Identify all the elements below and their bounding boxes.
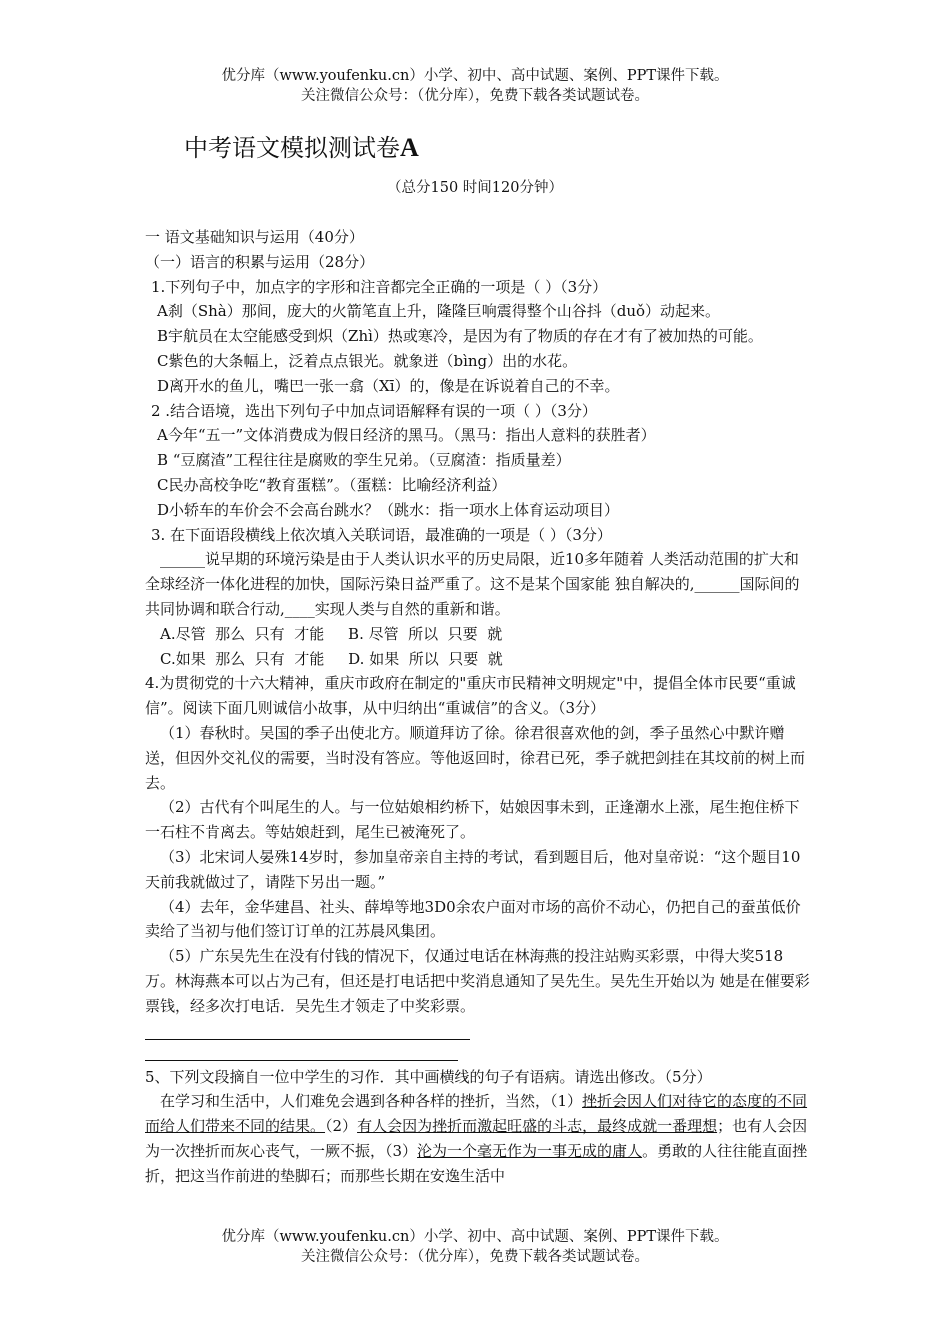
passage-text-4: 。勇敢的人往往能直面挫折，把这当作前进的垫脚石；而那些长期在安逸生活中 <box>145 1141 808 1185</box>
answer-line-1 <box>145 1019 470 1040</box>
question-1-stem: 1.下列句子中，加点字的字形和注音都完全正确的一项是（ ）（3分） <box>151 277 608 296</box>
question-1-option-a: A刹（Shà）那间，庞大的火箭笔直上升，隆隆巨响震得整个山谷抖（duǒ）动起来。 <box>157 302 721 321</box>
question-2-option-c: C民办高校争吃“教育蛋糕”。（蛋糕：比喻经济利益） <box>157 475 507 494</box>
answer-line-2 <box>145 1040 458 1061</box>
section-heading: 一 语文基础知识与运用（40分） <box>145 228 364 246</box>
question-2-stem: 2 .结合语境，选出下列句子中加点词语解释有误的一项（ ）（3分） <box>151 401 597 420</box>
title-text: 中考语文模拟测试卷 <box>184 134 400 162</box>
question-4-story-5: （5）广东吴先生在没有付钱的情况下，仅通过电话在林海燕的投注站购买彩票，中得大奖518万。林海燕本可以占为己有，但还是打电话把中奖消息通知了吴先生。吴先生开始以为 她是在催要彩票钱，经多次打电话．吴先生才领走了中奖彩票。 <box>145 947 810 1015</box>
page-title <box>184 132 419 164</box>
question-4-story-3: （3）北宋词人晏殊14岁时，参加皇帝亲自主持的考试，看到题目后，他对皇帝说：“这个题目10天前我就做过了，请陛下另出一题。” <box>145 847 801 891</box>
question-4-story-1: （1）春秋时。吴国的季子出使北方。顺道拜访了徐。徐君很喜欢他的剑，季子虽然心中默许赠送，但因外交礼仪的需要，当时没有答应。等他返回时，徐君已死，季子就把剑挂在其坟前的树上而去。 <box>145 723 806 792</box>
question-1-option-b: B宇航员在太空能感受到炽（Zhì）热或寒冷，是因为有了物质的存在才有了被加热的可能。 <box>157 327 763 346</box>
header-line-2: 关注微信公众号：（优分库），免费下载各类试题试卷。 <box>301 88 649 104</box>
footer-line-1: 优分库（www.youfenku.cn）小学、初中、高中试题、案例、PPT课件下载。 <box>221 1229 729 1245</box>
underlined-sentence-2: 有人会因为挫折而激起旺盛的斗志，最终成就一番理想 <box>357 1117 718 1136</box>
underlined-sentence-1: 挫折会因人们对待它的态度的不同而给人们带来不同的结果。 <box>145 1092 808 1136</box>
passage-text-3: ；也有人会因为一次挫折而灰心丧气，一厥不振，（3） <box>145 1117 808 1160</box>
header-line-1: 优分库（www.youfenku.cn）小学、初中、高中试题、案例、PPT课件下载。 <box>221 68 729 84</box>
title-suffix: A <box>400 133 419 162</box>
question-5-passage <box>145 1089 810 1188</box>
question-4-stem: 4.为贯彻党的十六大精神，重庆市政府在制定的"重庆市民精神文明规定"中，提倡全体市民要“重诚信”。阅读下面几则诚信小故事，从中归纳出“重诚信”的含义。（3分） <box>145 674 796 718</box>
question-2-option-a: A今年“五一”文体消费成为假日经济的黑马。（黑马：指出人意料的获胜者） <box>157 426 656 445</box>
passage-text-2: （2） <box>325 1117 358 1136</box>
question-3-stem: 3. 在下面语段横线上依次填入关联词语，最准确的一项是（ ）（3分） <box>151 525 612 544</box>
exam-meta: （总分150 时间120分钟） <box>387 180 563 196</box>
question-2-option-b: B “豆腐渣”工程往往是腐败的孪生兄弟。（豆腐渣：指质量差） <box>157 451 571 470</box>
question-3-options-cd: C.如果 那么 只有 才能 D. 如果 所以 只要 就 <box>160 649 503 668</box>
question-1-option-d: D离开水的鱼儿，嘴巴一张一翕（Xī）的，像是在诉说着自己的不幸。 <box>157 376 620 395</box>
question-2-option-d: D小轿车的车价会不会高台跳水？（跳水：指一项水上体育运动项目） <box>157 500 620 519</box>
question-4-story-4: （4）去年，金华建昌、社头、薛埠等地3D0余农户面对市场的高价不动心，仍把自己的蚕茧低价卖给了当初与他们签订订单的江苏晨风集团。 <box>145 897 801 941</box>
exam-body <box>145 225 810 1188</box>
subsection-heading: （一）语言的积累与运用（28分） <box>145 252 375 271</box>
question-3-passage: ______说早期的环境污染是由于人类认识水平的历史局限，近10多年随着 人类活动范围的扩大和全球经济一体化进程的加快，国际污染日益严重了。这不是某个国家能 独自解决的,______国际间的共同协调和联合行动,____实现人类与自然的重新和谐。 <box>145 550 800 618</box>
question-4-story-2: （2）古代有个叫尾生的人。与一位姑娘相约桥下，姑娘因事未到，正逢潮水上涨，尾生抱住桥下一石柱不肯离去。等姑娘赶到，尾生已被淹死了。 <box>145 798 800 842</box>
question-1-option-c: C紫色的大条幅上，泛着点点银光。就象迸（bìng）出的水花。 <box>157 351 578 370</box>
underlined-sentence-3: 沦为一个毫无作为一事无成的庸人 <box>417 1141 643 1160</box>
passage-text-1: 在学习和生活中，人们难免会遇到各种各样的挫折，当然，（1） <box>160 1092 583 1111</box>
question-5-stem: 5、下列文段摘自一位中学生的习作．其中画横线的句子有语病。请选出修改。（5分） <box>145 1067 712 1086</box>
footer-line-2: 关注微信公众号：（优分库），免费下载各类试题试卷。 <box>301 1249 649 1265</box>
question-3-options-ab: A.尽管 那么 只有 才能 B. 尽管 所以 只要 就 <box>160 624 503 643</box>
